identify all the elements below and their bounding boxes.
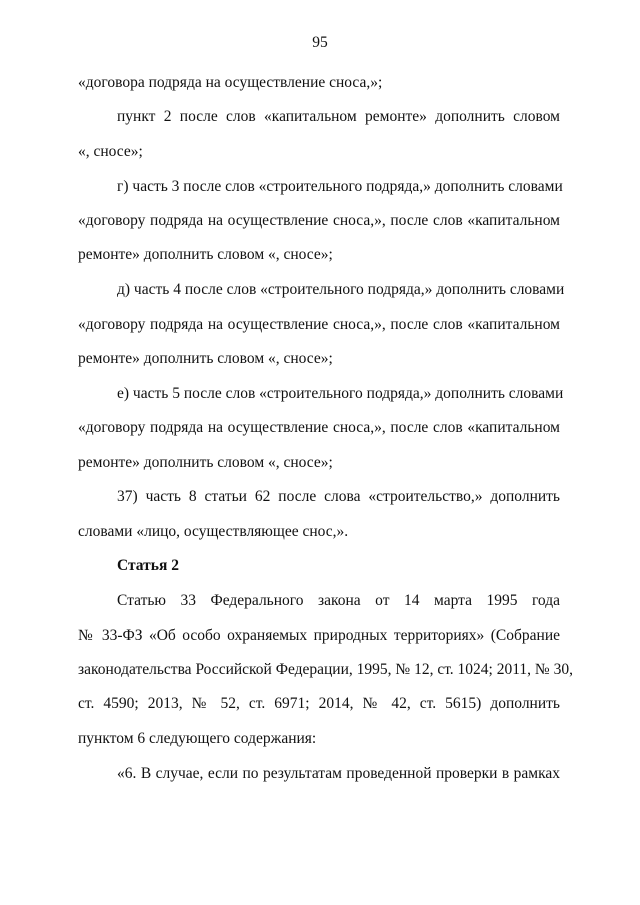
- text-line: ремонте» дополнить словом «, сносе»;: [78, 454, 333, 471]
- text-line: «договора подряда на осуществление сноса,»;: [78, 74, 383, 91]
- text-line: е) часть 5 после слов «строительного подряда,» дополнить словами: [117, 385, 564, 402]
- text-line: словами «лицо, осуществляющее снос,».: [78, 523, 349, 540]
- text-line: «договору подряда на осуществление сноса,», после слов «капитальном: [78, 212, 560, 229]
- text-line: ст. 4590; 2013, № 52, ст. 6971; 2014, № 42, ст. 5615) дополнить: [78, 695, 560, 712]
- text-line: «договору подряда на осуществление сноса,», после слов «капитальном: [78, 316, 560, 333]
- text-line: «, сносе»;: [78, 143, 143, 160]
- text-line: Статью 33 Федерального закона от 14 марта 1995 года: [117, 592, 560, 609]
- text-line: «договору подряда на осуществление сноса,», после слов «капитальном: [78, 419, 560, 436]
- article-heading: Статья 2: [117, 557, 179, 574]
- text-line: пункт 2 после слов «капитальном ремонте» дополнить словом: [117, 108, 560, 125]
- page-number: 95: [312, 34, 328, 51]
- text-line: д) часть 4 после слов «строительного подряда,» дополнить словами: [117, 281, 565, 298]
- text-line: ремонте» дополнить словом «, сносе»;: [78, 246, 333, 263]
- text-line: № 33-ФЗ «Об особо охраняемых природных территориях» (Собрание: [78, 627, 560, 644]
- text-line: законодательства Российской Федерации, 1995, № 12, ст. 1024; 2011, № 30,: [78, 661, 573, 678]
- text-line: ремонте» дополнить словом «, сносе»;: [78, 350, 333, 367]
- text-line: «6. В случае, если по результатам проведенной проверки в рамках: [117, 765, 560, 782]
- text-line: 37) часть 8 статьи 62 после слова «строительство,» дополнить: [117, 488, 560, 505]
- text-line: г) часть 3 после слов «строительного подряда,» дополнить словами: [117, 178, 563, 195]
- text-line: пунктом 6 следующего содержания:: [78, 730, 317, 747]
